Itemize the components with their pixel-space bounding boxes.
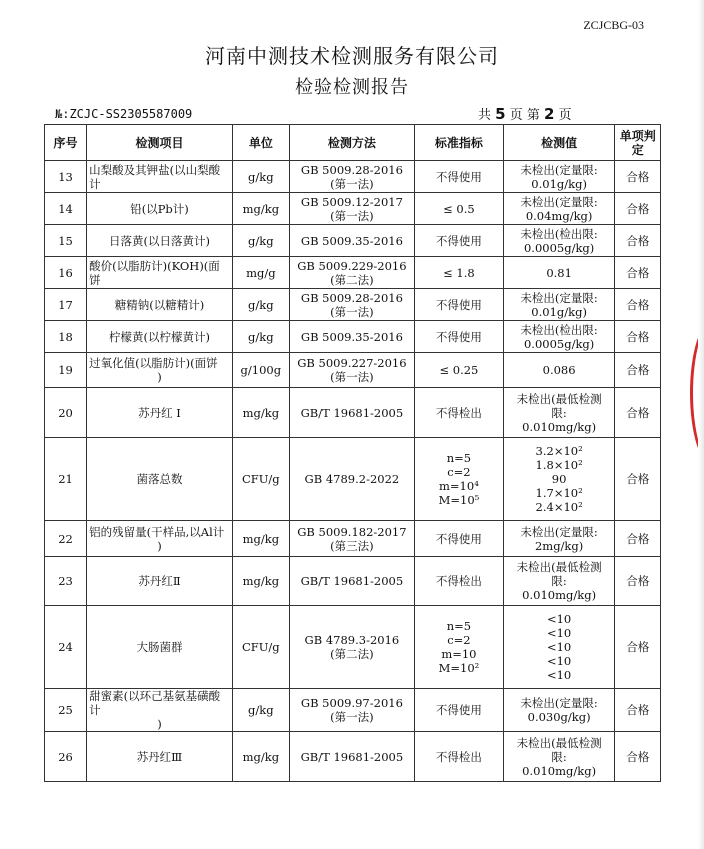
test-value [503,225,615,257]
value-line: 2.4×10² [535,500,583,514]
row-number: 25 [45,689,87,732]
value-line: 未检出(检出限: [520,322,598,337]
value-line: 0.04mg/kg) [525,208,593,223]
test-item-text: 菌落总数 [136,472,183,486]
method-line: (第一法) [330,208,374,223]
value-line: 0.010mg/kg) [522,419,597,434]
method-line: GB 5009.227-2016 [297,356,407,370]
page-label: 页 第 [509,108,540,123]
test-item [87,193,233,225]
standard-line: ≤ 1.8 [443,265,475,280]
standard-limit [415,732,504,782]
method-line: GB 5009.229-2016 [297,258,407,273]
standard-limit [415,161,504,193]
value-line: 0.030g/kg) [527,710,591,724]
row-number: 21 [45,438,87,521]
unit: g/kg [232,321,289,353]
table-row [45,557,661,606]
standard-line: 不得检出 [435,405,482,420]
col-header-value: 检测值 [503,125,615,161]
test-method [289,438,414,521]
test-item-text-cont: ) [157,717,162,731]
test-method [289,161,414,193]
col-header-verdict: 单项判定 [615,125,661,161]
test-item-text: 铅(以Pb计) [130,201,189,216]
value-line: 未检出(最低检测 [516,735,602,750]
unit: mg/kg [232,557,289,606]
unit: mg/kg [232,521,289,557]
test-method [289,257,414,289]
standard-line: 不得使用 [435,169,482,184]
value-line: <10 [546,626,572,640]
verdict: 合格 [615,606,661,689]
standard-limit [415,225,504,257]
row-number: 16 [45,257,87,289]
unit: g/kg [232,689,289,732]
standard-line: n=5 [446,451,472,465]
document-code: ZCJCBG-03 [583,18,644,32]
value-line: 未检出(定量限: [520,696,598,710]
test-item [87,388,233,438]
test-method [289,321,414,353]
test-item [87,321,233,353]
table-row [45,289,661,321]
report-title: 检验检测报告 [295,77,409,98]
standard-line: M=10² [438,661,480,675]
page-gong: 共 [478,108,492,123]
standard-limit [415,193,504,225]
test-method [289,289,414,321]
table-row [45,161,661,193]
row-number: 18 [45,321,87,353]
value-line: 限: [551,405,567,420]
standard-line: c=2 [447,465,471,479]
standard-line: 不得检出 [435,574,482,588]
test-value [503,689,615,732]
table-row [45,321,661,353]
test-item-text: 柠檬黄(以柠檬黄计) [109,329,210,344]
value-line: <10 [546,654,572,668]
method-line: GB 5009.97-2016 [300,696,403,710]
method-line: GB/T 19681-2005 [300,405,404,420]
value-line: 未检出(最低检测 [516,391,602,406]
row-number: 15 [45,225,87,257]
test-method [289,225,414,257]
method-line: (第一法) [330,176,374,191]
value-line: 未检出(定量限: [520,194,598,209]
test-item-text: 山梨酸及其钾盐(以山梨酸计 [89,162,221,191]
standard-line: m=10⁴ [439,479,479,493]
value-line: 限: [551,574,567,588]
test-item [87,353,233,388]
table-row [45,257,661,289]
method-line: GB/T 19681-2005 [300,749,404,764]
row-number: 20 [45,388,87,438]
test-item [87,438,233,521]
value-line: <10 [546,612,572,626]
method-line: GB 5009.28-2016 [300,290,403,305]
test-method [289,557,414,606]
table-header-row [45,125,661,161]
table-row [45,193,661,225]
test-item [87,557,233,606]
test-item-text: 大肠菌群 [136,640,183,654]
standard-line: m=10 [441,647,477,661]
test-item-text: 糖精钠(以糖精计) [114,297,205,312]
test-item-text: 甜蜜素(以环己基氨基磺酸计 [89,689,221,717]
standard-limit [415,388,504,438]
page-end: 页 [558,108,572,123]
unit: g/kg [232,161,289,193]
value-line: 1.7×10² [535,486,583,500]
value-line: 未检出(最低检测 [516,560,602,574]
unit: g/kg [232,289,289,321]
test-item-text: 苏丹红Ⅱ [138,574,181,588]
standard-line: 不得使用 [435,329,482,344]
page-info [478,104,572,123]
verdict: 合格 [615,732,661,782]
test-method [289,353,414,388]
test-method [289,193,414,225]
test-value [503,732,615,782]
standard-line: 不得使用 [435,297,482,312]
organization-name: 河南中测技术检测服务有限公司 [205,44,499,68]
value-line: 限: [551,749,567,764]
test-item-text-cont: ) [157,370,162,384]
test-item [87,732,233,782]
table-row [45,732,661,782]
row-number: 24 [45,606,87,689]
verdict: 合格 [615,193,661,225]
verdict: 合格 [615,257,661,289]
method-line: GB 4789.3-2016 [304,633,400,647]
value-line: 0.01g/kg) [531,176,587,191]
standard-line: 不得使用 [435,233,482,248]
value-line: 未检出(定量限: [520,290,598,305]
value-line: 未检出(定量限: [520,524,598,539]
test-item [87,289,233,321]
unit: CFU/g [232,438,289,521]
method-line: (第一法) [330,304,374,319]
col-header-no: 序号 [45,125,87,161]
value-line: <10 [546,668,572,682]
standard-limit [415,521,504,557]
test-value [503,438,615,521]
standard-limit [415,557,504,606]
unit: mg/g [232,257,289,289]
value-line: 0.0005g/kg) [523,240,595,255]
test-value [503,161,615,193]
test-item-text: 日落黄(以日落黄计) [109,233,210,248]
test-method [289,521,414,557]
standard-line: n=5 [446,619,472,633]
standard-limit [415,606,504,689]
standard-line: 不得使用 [435,531,482,546]
test-value [503,289,615,321]
value-line: 90 [551,472,567,486]
method-line: GB 5009.182-2017 [297,524,407,539]
method-line: GB 4789.2-2022 [304,472,400,486]
value-line: 0.81 [546,265,572,280]
test-method [289,732,414,782]
standard-line: 不得检出 [435,749,482,764]
value-line: 1.8×10² [535,458,583,472]
results-table [44,124,661,782]
value-line: 0.0005g/kg) [523,336,595,351]
test-value [503,321,615,353]
method-line: GB 5009.35-2016 [300,233,403,248]
verdict: 合格 [615,161,661,193]
table-row [45,353,661,388]
method-line: (第二法) [330,272,374,287]
test-method [289,606,414,689]
value-line: 2mg/kg) [534,538,584,553]
standard-limit [415,353,504,388]
col-header-standard: 标准指标 [415,125,504,161]
test-item [87,225,233,257]
test-item [87,606,233,689]
method-line: (第一法) [330,710,374,724]
test-item-text: 铝的残留量(干样品,以Al计 [89,524,225,539]
verdict: 合格 [615,225,661,257]
row-number: 19 [45,353,87,388]
test-value [503,521,615,557]
standard-limit [415,438,504,521]
method-line: (第三法) [330,538,374,553]
test-method [289,689,414,732]
verdict: 合格 [615,689,661,732]
standard-limit [415,689,504,732]
page-total: 5 [495,105,506,123]
table-row [45,225,661,257]
standard-line: M=10⁵ [438,493,480,507]
standard-limit [415,257,504,289]
page-edge-shadow [698,0,704,849]
verdict: 合格 [615,521,661,557]
verdict: 合格 [615,321,661,353]
value-line: 0.010mg/kg) [522,763,597,778]
unit: g/100g [232,353,289,388]
row-number: 13 [45,161,87,193]
test-item-text: 苏丹红 I [138,405,181,420]
standard-line: 不得使用 [435,703,482,717]
test-item-text: 酸价(以脂肪计)(KOH)(面饼 [89,258,220,287]
method-line: GB/T 19681-2005 [300,574,404,588]
row-number: 23 [45,557,87,606]
row-number: 14 [45,193,87,225]
method-line: (第一法) [330,370,374,384]
unit: CFU/g [232,606,289,689]
standard-limit [415,321,504,353]
test-item [87,689,233,732]
table-row [45,521,661,557]
col-header-item: 检测项目 [87,125,233,161]
test-item-text: 苏丹红Ⅲ [136,749,183,764]
unit: mg/kg [232,732,289,782]
table-row [45,689,661,732]
unit: g/kg [232,225,289,257]
value-line: 未检出(定量限: [520,162,598,177]
unit: mg/kg [232,193,289,225]
value-line: 未检出(检出限: [520,226,598,241]
test-method [289,388,414,438]
test-item [87,161,233,193]
value-line: 3.2×10² [535,444,583,458]
results-table-body [45,161,661,782]
value-line: <10 [546,640,572,654]
verdict: 合格 [615,388,661,438]
test-value [503,557,615,606]
row-number: 22 [45,521,87,557]
standard-limit [415,289,504,321]
verdict: 合格 [615,289,661,321]
value-line: 0.010mg/kg) [522,588,597,602]
row-number: 17 [45,289,87,321]
standard-line: ≤ 0.5 [443,201,475,216]
standard-line: ≤ 0.25 [439,363,479,377]
value-line: 0.086 [542,363,576,377]
test-value [503,388,615,438]
verdict: 合格 [615,557,661,606]
table-row [45,438,661,521]
test-value [503,606,615,689]
test-item-text: 过氧化值(以脂肪计)(面饼 [89,356,218,370]
verdict: 合格 [615,353,661,388]
method-line: GB 5009.12-2017 [300,194,403,209]
method-line: GB 5009.35-2016 [300,329,403,344]
col-header-method: 检测方法 [289,125,414,161]
test-item [87,257,233,289]
method-line: (第二法) [330,647,374,661]
row-number: 26 [45,732,87,782]
test-item-text-cont: ) [157,538,162,553]
unit: mg/kg [232,388,289,438]
method-line: GB 5009.28-2016 [300,162,403,177]
report-number: №:ZCJC-SS2305587009 [55,107,193,121]
test-value [503,353,615,388]
verdict: 合格 [615,438,661,521]
test-value [503,257,615,289]
test-item [87,521,233,557]
value-line: 0.01g/kg) [531,304,587,319]
table-row [45,606,661,689]
col-header-unit: 单位 [232,125,289,161]
standard-line: c=2 [447,633,471,647]
page-current: 2 [544,105,555,123]
test-value [503,193,615,225]
table-row [45,388,661,438]
